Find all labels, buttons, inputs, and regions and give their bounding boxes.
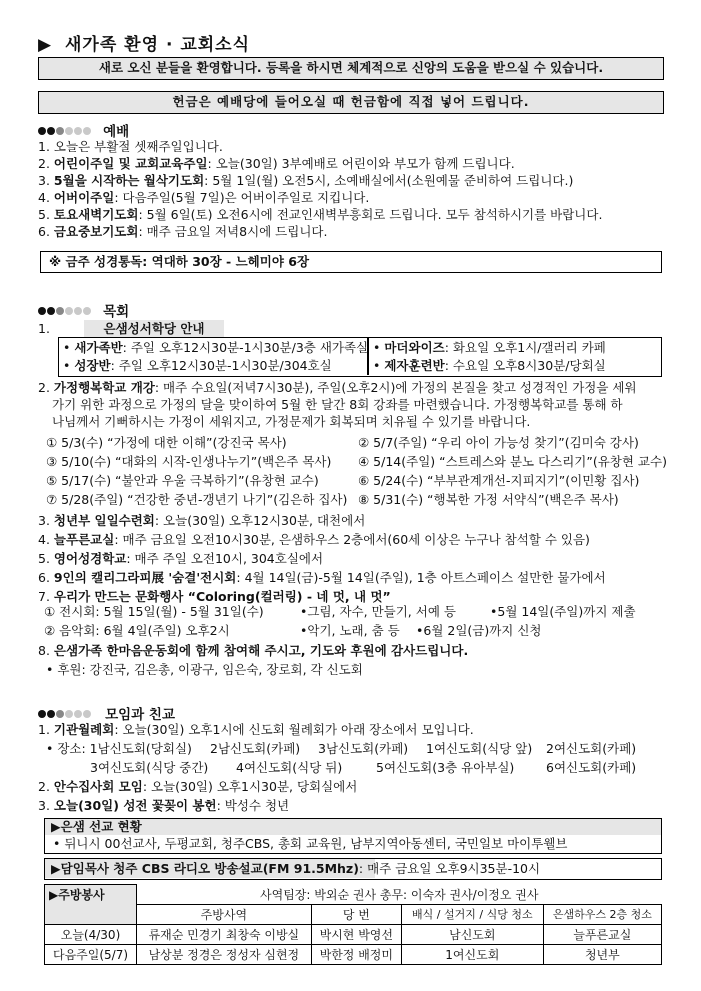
offering-box bbox=[38, 91, 664, 114]
list-item: 1. 오늘은 부활절 셋째주일입니다. bbox=[38, 139, 223, 154]
lecture-item: ⑦ 5/28(주일) “건강한 중년-갱년기 나기”(김은하 집사) bbox=[46, 492, 348, 507]
list-item: 5. 영어성경학교: 매주 주일 오전10시, 304호실에서 bbox=[38, 551, 324, 566]
coloring-events bbox=[44, 603, 664, 643]
arrow-icon: ▶ bbox=[38, 35, 52, 55]
school-item: • 마더와이즈: 화요일 오후1시/갤러리 카페 bbox=[373, 340, 606, 355]
list-item: 2. 안수집사회 모임: 오늘(30일) 오후1시30분, 당회실에서 bbox=[38, 779, 358, 794]
list-item: 1. 기관월례회: 오늘(30일) 오후1시에 신도회 월례회가 아래 장소에서 모입니다. bbox=[38, 722, 474, 737]
place-item: • 장소: 1남신도회(당회실) bbox=[46, 741, 192, 756]
lecture-item: ⑧ 5/31(수) “행복한 가정 서약식”(백은주 목사) bbox=[358, 492, 619, 507]
place-item: 4여신도회(식당 뒤) bbox=[236, 760, 343, 775]
list-item: 6. 9인의 캘리그라피展 '숨결'전시회: 4월 14일(금)-5월 14일(주일), 1층 아트스페이스 설만한 물가에서 bbox=[38, 570, 606, 585]
place-item: 3남신도회(카페) bbox=[318, 741, 409, 756]
table-header bbox=[45, 904, 137, 924]
list-item: 4. 어버이주일: 다음주일(5월 7일)은 어버이주일로 지킵니다. bbox=[38, 190, 370, 205]
lecture-item: ⑥ 5/24(수) “부부관계개선-지피지기”(이민황 집사) bbox=[358, 473, 640, 488]
list-item: 4. 늘푸른교실: 매주 금요일 오전10시30분, 은샘하우스 2층에서(60세 이상은 누구나 참석할 수 있음) bbox=[38, 532, 590, 547]
event-item: •5월 14일(주일)까지 제출 bbox=[490, 604, 636, 619]
family-line: 가기 위한 과정으로 가정의 달을 맞이하여 5월 한 달간 8회 강좌를 마련했습니다. 가정행복학교를 통해 하 bbox=[52, 397, 623, 412]
lecture-item: ④ 5/14(주일) “스트레스와 분노 다스리기”(유창현 교수) bbox=[358, 454, 667, 469]
offering-text: 헌금은 예배당에 들어오실 때 헌금함에 직접 넣어 드립니다. bbox=[172, 94, 530, 109]
worship-heading bbox=[38, 120, 129, 140]
thanks-block bbox=[38, 641, 468, 679]
gathering-heading bbox=[38, 703, 175, 723]
event-item: •악기, 노래, 춤 등 bbox=[300, 623, 400, 638]
welcome-text: 새로 오신 분들을 환영합니다. 등록을 하시면 체계적으로 신앙의 도움을 받으실 수 있습니다. bbox=[98, 60, 604, 75]
table-header: 은샘하우스 2층 청소 bbox=[543, 904, 661, 924]
event-item: •6월 2일(금)까지 신청 bbox=[416, 623, 542, 638]
school-item: • 새가족반: 주일 오후12시30분-1시30분/3층 새가족실 bbox=[63, 340, 369, 355]
school-item: • 제자훈련반: 수요일 오후8시30분/당회실 bbox=[373, 358, 606, 373]
list-item: 5. 토요새벽기도회: 5월 6일(토) 오전6시에 전교인새벽부흥회로 드립니다. 모두 참석하시기를 바랍니다. bbox=[38, 207, 603, 222]
list-item: 6. 금요중보기도회: 매주 금요일 저녁8시에 드립니다. bbox=[38, 224, 328, 239]
list-item: 7. 우리가 만드는 문화행사 “Coloring(컬러링) - 네 멋, 내 멋” bbox=[38, 589, 391, 604]
lecture-item: ③ 5/10(수) “대화의 시작-인생나누기”(백은주 목사) bbox=[46, 454, 332, 469]
gathering-title: 모임과 친교 bbox=[105, 707, 175, 723]
list-item: 3. 5월을 시작하는 월삭기도회: 5월 1일(월) 오전5시, 소예배실에서(소원예물 준비하여 드립니다.) bbox=[38, 173, 574, 188]
places-grid bbox=[46, 740, 666, 778]
place-item: 6여신도회(카페) bbox=[546, 760, 637, 775]
event-item: ② 음악회: 6월 4일(주일) 오후2시 bbox=[44, 623, 230, 638]
family-line: 2. 가정행복학교 개강: 매주 수요일(저녁7시30분), 주일(오후2시)에 가정의 본질을 찾고 성경적인 가정을 세워 bbox=[38, 380, 637, 395]
worship-list bbox=[38, 138, 602, 240]
page-title: 새가족 환영 · 교회소식 bbox=[65, 35, 251, 55]
school-title: 은샘성서학당 안내 bbox=[103, 321, 205, 336]
ministry-heading bbox=[38, 300, 129, 320]
service-table-wrap bbox=[44, 884, 662, 965]
reading-text: ※ 금주 성경통독: 역대하 30장 - 느헤미야 6장 bbox=[49, 254, 310, 269]
sponsors-text: • 후원: 강진국, 김은총, 이광구, 임은숙, 장로회, 각 신도회 bbox=[46, 662, 363, 677]
ministry-title: 목회 bbox=[103, 304, 130, 320]
section-dots-icon bbox=[38, 305, 92, 318]
radio-text: ▶담임목사 청주 CBS 라디오 방송설교(FM 91.5Mhz): 매주 금요일 오후9시35분-10시 bbox=[51, 861, 541, 876]
place-item: 3여신도회(식당 중간) bbox=[90, 760, 209, 775]
table-header: 당 번 bbox=[311, 904, 401, 924]
family-line: 나님께서 기뻐하시는 가정이 세워지고, 가정문제가 회복되며 치유될 수 있기를 바랍니다. bbox=[52, 414, 531, 429]
school-box bbox=[58, 337, 662, 377]
welcome-box bbox=[38, 57, 664, 80]
lecture-item: ⑤ 5/17(수) “불안과 우울 극복하기”(유창현 교수) bbox=[46, 473, 319, 488]
table-header: 주방사역 bbox=[137, 904, 312, 924]
service-title-cell: ▶주방봉사 bbox=[45, 885, 137, 905]
event-item: ① 전시회: 5월 15일(월) - 5월 31일(수) bbox=[44, 604, 264, 619]
table-header: 배식 / 설거지 / 식당 청소 bbox=[401, 904, 543, 924]
school-item: • 성장반: 주일 오후12시30분-1시30분/304호실 bbox=[63, 358, 332, 373]
event-item: •그림, 자수, 만들기, 서예 등 bbox=[300, 604, 456, 619]
gathering-list bbox=[38, 777, 357, 815]
lecture-item: ② 5/7(주일) “우리 아이 가능성 찾기”(김미숙 강사) bbox=[358, 435, 639, 450]
item-number: 1. bbox=[38, 321, 50, 336]
school-title-tab bbox=[84, 320, 224, 338]
list-item: 2. 어린이주일 및 교회교육주일: 오늘(30일) 3부예배로 어린이와 부모가 함께 드립니다. bbox=[38, 156, 515, 171]
table-row: 다음주일(5/7) 남상분 정경은 정성자 심현정 박한정 배정미 1여신도회 청년부 bbox=[45, 944, 662, 964]
service-leaders: 사역팀장: 박외순 권사 총무: 이숙자 권사/이정오 권사 bbox=[260, 887, 539, 902]
ministry-list bbox=[38, 511, 606, 606]
mission-box bbox=[44, 818, 662, 854]
mission-text: • 뒤니시 00선교사, 두평교회, 청주CBS, 총회 교육원, 남부지역아동센터, 국민일보 마이투웰브 bbox=[53, 836, 568, 851]
place-item: 2여신도회(카페) bbox=[546, 741, 637, 756]
place-item: 2남신도회(카페) bbox=[210, 741, 301, 756]
service-table bbox=[44, 884, 662, 965]
table-row: 오늘(4/30) 류재순 민경기 최창숙 이방실 박시현 박영선 남신도회 늘푸른교실 bbox=[45, 924, 662, 944]
family-school bbox=[38, 379, 637, 430]
reading-box bbox=[40, 251, 662, 273]
lecture-item: ① 5/3(수) “가정에 대한 이해”(강진국 목사) bbox=[46, 435, 287, 450]
place-item: 5여신도회(3층 유아부실) bbox=[376, 760, 515, 775]
section-dots-icon bbox=[38, 708, 92, 721]
list-item: 3. 오늘(30일) 성전 꽃꽂이 봉헌: 박성수 청년 bbox=[38, 798, 290, 813]
section-dots-icon bbox=[38, 125, 92, 138]
worship-title: 예배 bbox=[103, 124, 130, 140]
list-item: 3. 청년부 일일수련회: 오늘(30일) 오후12시30분, 대천에서 bbox=[38, 513, 366, 528]
section-header bbox=[38, 30, 250, 55]
place-item: 1여신도회(식당 앞) bbox=[426, 741, 533, 756]
mission-title: ▶은샘 선교 현황 bbox=[51, 819, 142, 834]
list-item: 8. 은샘가족 한마음운동회에 함께 참여해 주시고, 기도와 후원에 감사드립니다. bbox=[38, 643, 469, 658]
radio-box bbox=[44, 858, 662, 880]
